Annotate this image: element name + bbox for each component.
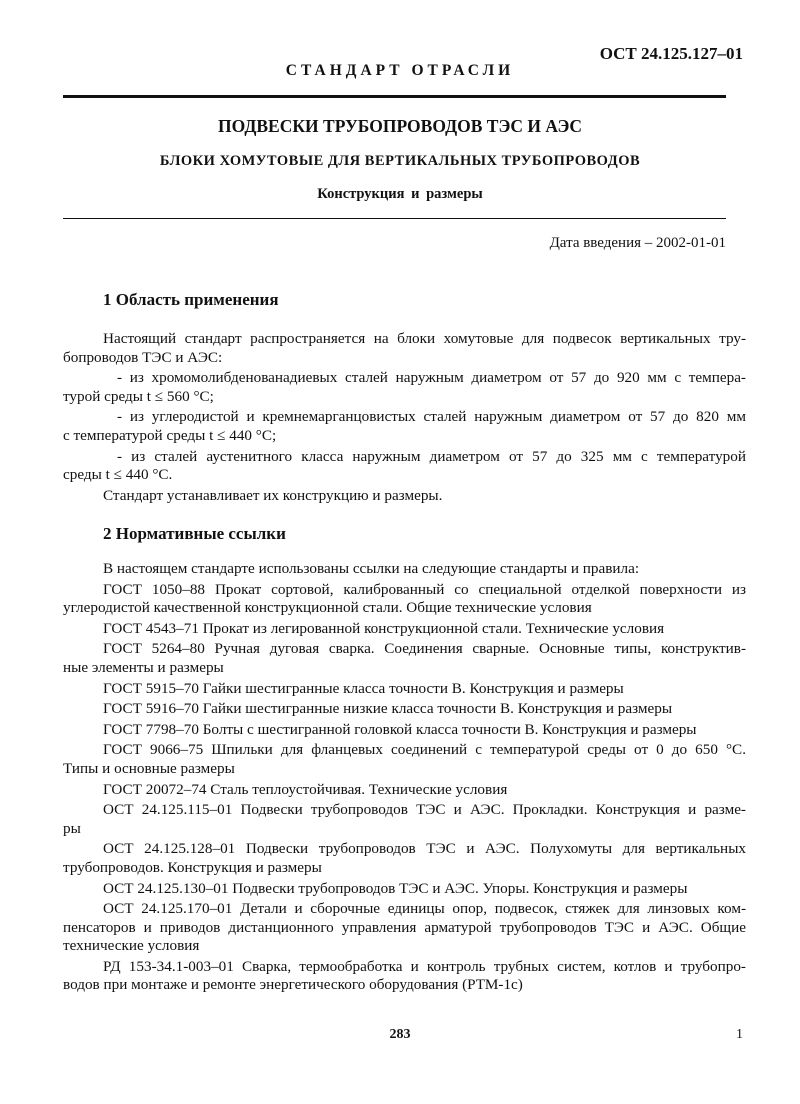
reference-item bbox=[63, 958, 746, 995]
header-rule-thick bbox=[63, 95, 726, 98]
paragraph-line: бопроводов ТЭС и АЭС: bbox=[63, 348, 223, 366]
document-subtitle-2: Конструкция и размеры bbox=[317, 186, 483, 202]
reference-item bbox=[63, 721, 746, 740]
bullet-line: - из сталей аустенитного класса наружным диаметром от 57 до 325 мм с температурой bbox=[117, 447, 746, 465]
reference-item bbox=[63, 620, 746, 639]
references-list bbox=[63, 581, 746, 995]
reference-line: ГОСТ 4543–71 Прокат из легированной конструкционной стали. Технические условия bbox=[103, 619, 665, 637]
reference-item bbox=[63, 700, 746, 719]
reference-line: технические условия bbox=[63, 937, 200, 955]
reference-line: ОСТ 24.125.130–01 Подвески трубопроводов ТЭС и АЭС. Упоры. Конструкция и размеры bbox=[103, 879, 688, 897]
reference-item bbox=[63, 801, 746, 838]
reference-item bbox=[63, 900, 746, 956]
paragraph-line: Стандарт устанавливает их конструкцию и размеры. bbox=[103, 486, 443, 504]
bullet-line: среды t ≤ 440 °С. bbox=[63, 466, 173, 484]
introduction-date: Дата введения – 2002-01-01 bbox=[549, 235, 726, 251]
reference-line: углеродистой качественной конструкционной стали. Общие технические условия bbox=[63, 599, 592, 617]
section-1-title: 1 Область применения bbox=[103, 290, 279, 309]
bullet-line: турой среды t ≤ 560 °С; bbox=[63, 387, 214, 405]
reference-item bbox=[63, 640, 746, 677]
reference-item bbox=[63, 880, 746, 899]
reference-line: ОСТ 24.125.115–01 Подвески трубопроводов ТЭС и АЭС. Прокладки. Конструкция и разме- bbox=[103, 801, 746, 819]
section-2-body bbox=[63, 560, 746, 995]
reference-line: Типы и основные размеры bbox=[63, 759, 235, 777]
standard-label: СТАНДАРТ ОТРАСЛИ bbox=[285, 62, 515, 79]
reference-line: ГОСТ 5264–80 Ручная дуговая сварка. Соединения сварные. Основные типы, конструктив- bbox=[103, 640, 746, 658]
bullet-line: - из углеродистой и кремнемарганцовистых сталей наружным диаметром от 57 до 820 мм bbox=[117, 408, 746, 426]
reference-item bbox=[63, 781, 746, 800]
paragraph-line: Настоящий стандарт распространяется на блоки хомутовые для подвесок вертикальных тру- bbox=[103, 330, 746, 347]
reference-line: ГОСТ 20072–74 Сталь теплоустойчивая. Технические условия bbox=[103, 780, 508, 798]
reference-line: пенсаторов и приводов дистанционного управления арматурой трубопроводов ТЭС и АЭС. Общие bbox=[63, 918, 746, 936]
reference-line: трубопроводов. Конструкция и размеры bbox=[63, 858, 322, 876]
header-rule-thin bbox=[63, 218, 726, 219]
reference-item bbox=[63, 581, 746, 618]
reference-line: ОСТ 24.125.170–01 Детали и сборочные единицы опор, подвесок, стяжек для линзовых ком- bbox=[103, 900, 746, 918]
reference-line: ГОСТ 1050–88 Прокат сортовой, калиброванный со специальной отделкой поверхности из bbox=[103, 580, 746, 598]
reference-line: ные элементы и размеры bbox=[63, 658, 224, 676]
document-code: ОСТ 24.125.127–01 bbox=[599, 44, 743, 63]
document-subtitle: БЛОКИ ХОМУТОВЫЕ ДЛЯ ВЕРТИКАЛЬНЫХ ТРУБОПРОВОДОВ bbox=[159, 153, 641, 169]
document-title: ПОДВЕСКИ ТРУБОПРОВОДОВ ТЭС И АЭС bbox=[217, 116, 583, 136]
reference-item bbox=[63, 680, 746, 699]
reference-line: ры bbox=[63, 819, 81, 837]
reference-line: ГОСТ 7798–70 Болты с шестигранной головкой класса точности В. Конструкция и размеры bbox=[103, 720, 697, 738]
reference-item bbox=[63, 741, 746, 778]
bullet-line: - из хромомолибденованадиевых сталей наружным диаметром от 57 до 920 мм с темпера- bbox=[117, 369, 746, 387]
reference-line: ОСТ 24.125.128–01 Подвески трубопроводов ТЭС и АЭС. Полухомуты для вертикальных bbox=[103, 840, 746, 858]
sheet-number: 1 bbox=[736, 1027, 743, 1042]
page-number: 283 bbox=[389, 1027, 411, 1042]
paragraph-line: В настоящем стандарте использованы ссылки на следующие стандарты и правила: bbox=[103, 560, 640, 577]
reference-line: ГОСТ 5915–70 Гайки шестигранные класса точности В. Конструкция и размеры bbox=[103, 679, 624, 697]
reference-line: ГОСТ 5916–70 Гайки шестигранные низкие класса точности В. Конструкция и размеры bbox=[103, 700, 673, 718]
reference-item bbox=[63, 840, 746, 877]
section-2-title: 2 Нормативные ссылки bbox=[103, 524, 286, 543]
section-1-body bbox=[63, 330, 746, 505]
bullet-line: с температурой среды t ≤ 440 °С; bbox=[63, 426, 277, 444]
reference-line: ГОСТ 9066–75 Шпильки для фланцевых соединений с температурой среды от 0 до 650 °С. bbox=[103, 741, 746, 759]
reference-line: РД 153-34.1-003–01 Сварка, термообработка и контроль трубных систем, котлов и трубопро- bbox=[103, 957, 746, 975]
reference-line: водов при монтаже и ремонте энергетического оборудования (РТМ-1с) bbox=[63, 976, 523, 994]
